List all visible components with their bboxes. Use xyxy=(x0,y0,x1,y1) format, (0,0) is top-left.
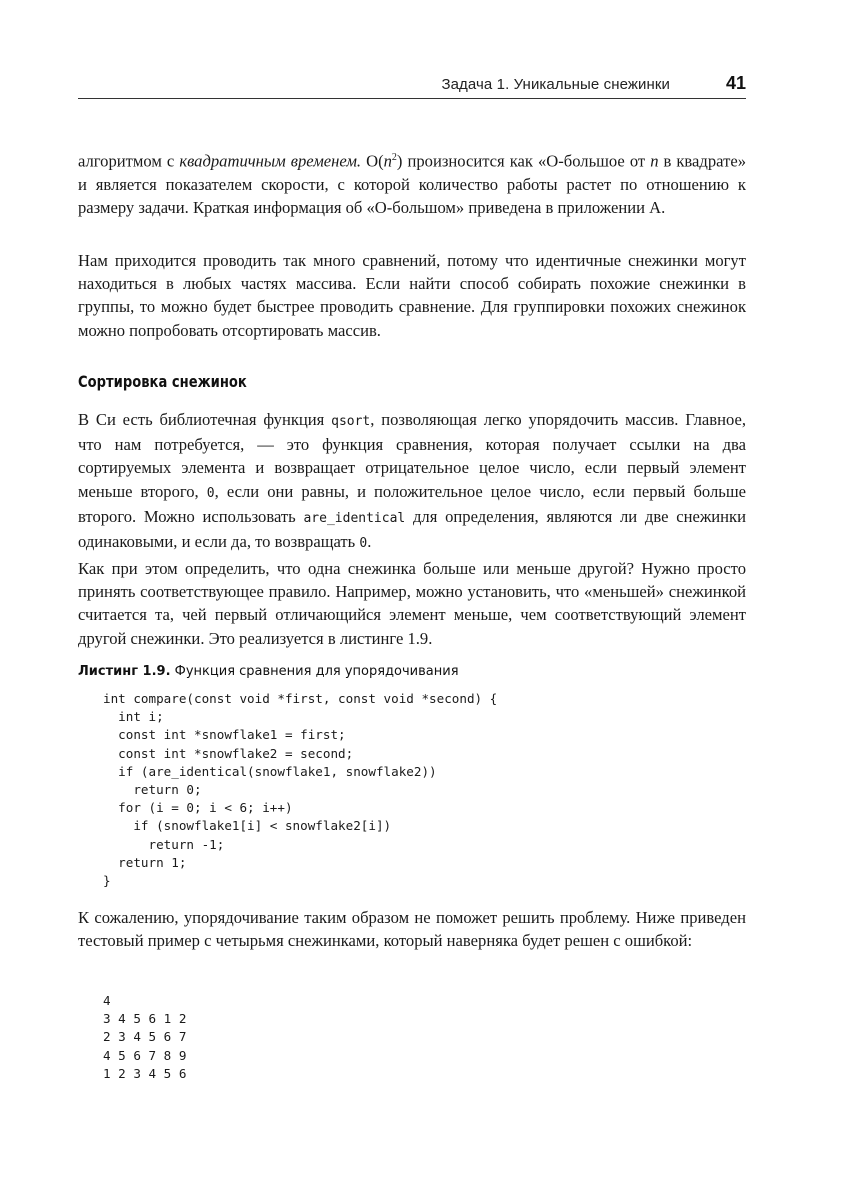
text-run: в квадрате» и является показателем скорости, с которой количество работы растет по отношению к размеру задачи. Краткая информация об «O-большом» приведена в приложении A. xyxy=(78,151,747,217)
math-n: n xyxy=(650,151,659,171)
paragraph-1 xyxy=(78,146,746,219)
running-head: Задача 1. Уникальные снежинки xyxy=(441,76,670,93)
listing-label: Листинг 1.9. xyxy=(78,664,171,679)
text-run: В Си есть библиотечная функция xyxy=(78,410,332,429)
math-n: n xyxy=(383,151,392,171)
text-run: , если они равны, и положительное целое число, если первый больше второго. Можно использовать xyxy=(78,481,746,526)
inline-code-zero: 0 xyxy=(206,485,215,501)
paragraph-5-text: К сожалению, упорядочивание таким образом не поможет решить проблему. Ниже приведен тестовый пример с четырьмя снежинками, который наверняка будет решен с ошибкой: xyxy=(78,908,746,951)
paragraph-4 xyxy=(78,557,746,650)
term-quadratic-time: квадратичным временем. xyxy=(179,151,362,171)
paragraph-2-text: Нам приходится проводить так много сравнений, потому что идентичные снежинки могут находиться в любых частях массива. Если найти способ собирать похожие снежинки в группы, то можно будет быстрее проводить сравнение. Для группировки похожих снежинок можно попробовать отсортировать массив. xyxy=(78,251,746,340)
inline-code-qsort: qsort xyxy=(331,414,371,429)
listing-title: Функция сравнения для упорядочивания xyxy=(170,664,459,679)
text-run: произносится как «O-большое от xyxy=(402,151,651,171)
paragraph-2 xyxy=(78,249,746,342)
test-input-block: 4 3 4 5 6 1 2 2 3 4 5 6 7 4 5 6 7 8 9 1 2 3 4 5 6 xyxy=(103,993,187,1081)
paragraph-5 xyxy=(78,906,746,952)
math-exponent: 2 xyxy=(391,152,397,163)
paragraph-4-text: Как при этом определить, что одна снежинка больше или меньше другой? Нужно просто принять соответствующее правило. Например, можно установить, что «меньшей» снежинкой считается та, чей первый отличающийся элемент меньше, чем соответствующий элемент другой снежинки. Это реализуется в листинге 1.9. xyxy=(78,559,746,648)
page-header xyxy=(78,74,746,99)
text-run: O( xyxy=(361,151,384,171)
section-heading: Сортировка снежинок xyxy=(78,372,247,391)
text-run: алгоритмом с xyxy=(78,151,180,171)
inline-code-are-identical: are_identical xyxy=(303,510,406,526)
paragraph-3 xyxy=(78,408,746,555)
inline-code-zero: 0 xyxy=(359,536,368,552)
listing-caption xyxy=(78,664,459,679)
text-run: , позволяющая легко упорядочить массив. Главное, что нам потребуется, — это функция сравнения, которая получает ссылки на два сортируемых элемента и возвращает отрицательное целое число, если первый элемент меньше второго, xyxy=(78,410,746,501)
code-listing: int compare(const void *first, const void *second) { int i; const int *snowflake1 = first; const int *snowflake2 = second; if (are_identical(snowflake1, snowflake2)) return 0; for (i = 0; i < 6; i++) if (snowflake1[i] < snowflake2[i]) return -1; return 1; } xyxy=(103,691,498,889)
text-run: ) xyxy=(396,151,403,171)
text-run: для определения, являются ли две снежинки одинаковыми, и если да, то возвращать xyxy=(78,506,746,552)
text-run: . xyxy=(367,532,372,552)
page-number: 41 xyxy=(725,73,746,93)
